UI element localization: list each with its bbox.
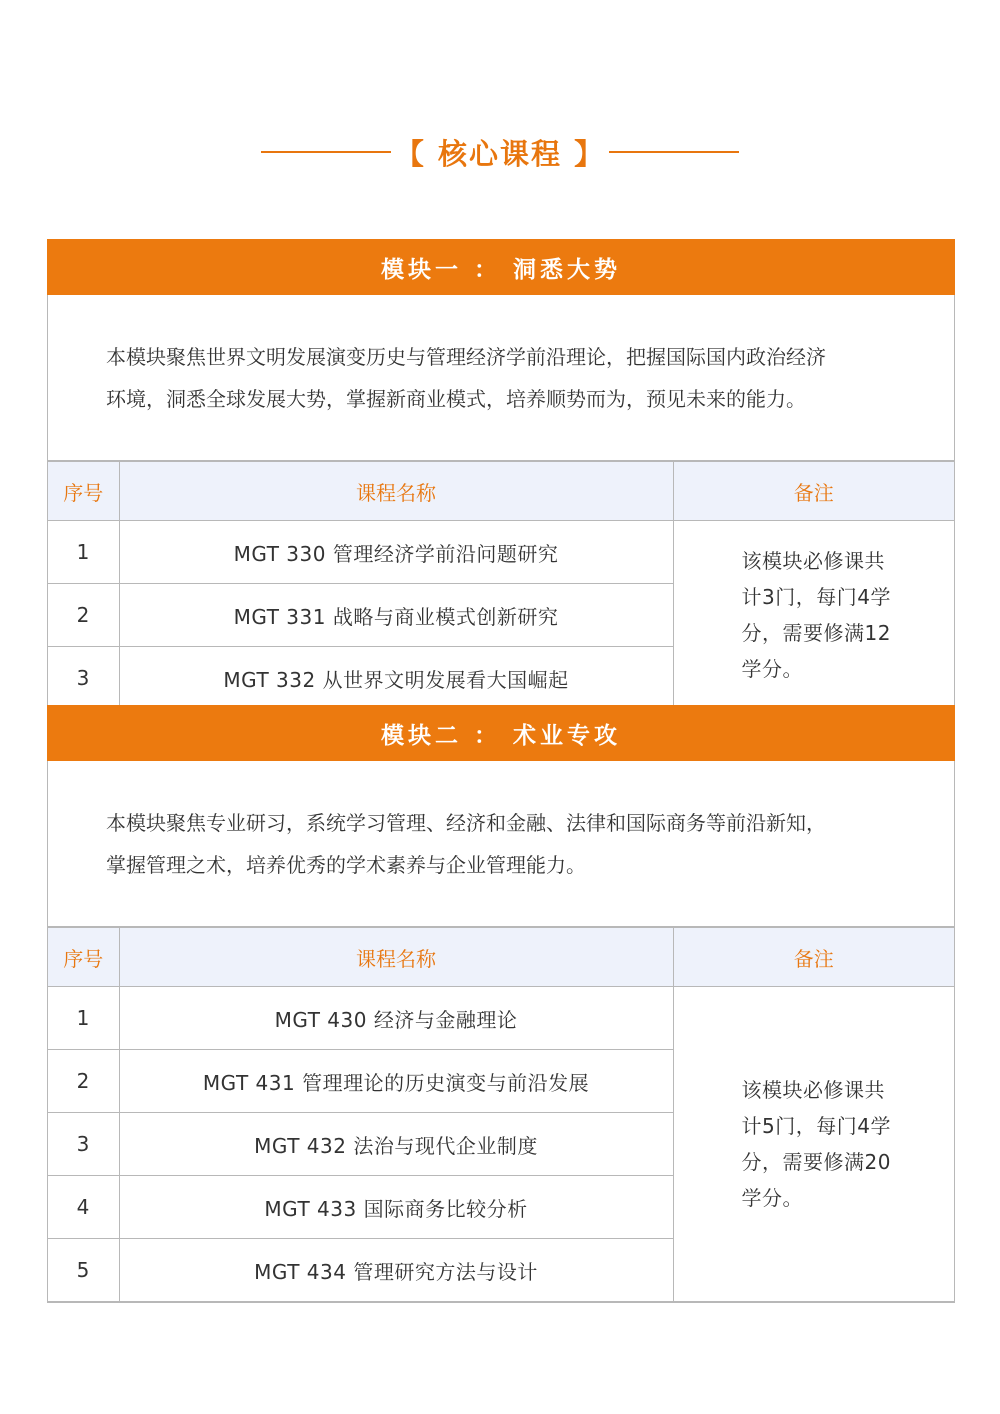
course-name: MGT 434 管理研究方法与设计 (119, 1239, 673, 1302)
course-name: MGT 432 法治与现代企业制度 (119, 1113, 673, 1176)
module-1-description-line-2: 环境，洞悉全球发展大势，掌握新商业模式，培养顺势而为，预见未来的能力。 (106, 386, 806, 411)
module-1-description (48, 295, 954, 461)
module-1-course-table (48, 461, 954, 710)
course-number: 3 (48, 647, 119, 710)
course-number: 4 (48, 1176, 119, 1239)
module-1-note-text: 该模块必修课共计3门，每门4学分，需要修满12学分。 (741, 549, 891, 681)
module-2-description (48, 761, 954, 927)
column-header-remarks: 备注 (673, 928, 954, 987)
course-number: 1 (48, 987, 119, 1050)
title-right-rule (609, 151, 739, 153)
module-2-note-text: 该模块必修课共计5门，每门4学分，需要修满20学分。 (741, 1078, 891, 1210)
module-2-course-table (48, 927, 954, 1302)
module-2-note (673, 987, 954, 1302)
page-title-text: 【 核心课程 】 (394, 136, 606, 171)
course-name: MGT 430 经济与金融理论 (119, 987, 673, 1050)
column-header-course-name: 课程名称 (119, 462, 673, 521)
column-header-number: 序号 (48, 928, 119, 987)
table-header-row (48, 462, 954, 521)
course-name: MGT 331 战略与商业模式创新研究 (119, 584, 673, 647)
column-header-remarks: 备注 (673, 462, 954, 521)
title-left-rule (261, 151, 391, 153)
module-2 (47, 705, 955, 1303)
module-1-heading: 模块一 ： 洞悉大势 (47, 239, 955, 295)
course-number: 2 (48, 1050, 119, 1113)
course-number: 3 (48, 1113, 119, 1176)
column-header-course-name: 课程名称 (119, 928, 673, 987)
course-name: MGT 433 国际商务比较分析 (119, 1176, 673, 1239)
module-1 (47, 239, 955, 710)
course-name: MGT 431 管理理论的历史演变与前沿发展 (119, 1050, 673, 1113)
module-1-note (673, 521, 954, 710)
course-number: 2 (48, 584, 119, 647)
course-number: 5 (48, 1239, 119, 1302)
table-row (48, 987, 954, 1050)
table-row (48, 521, 954, 584)
table-header-row (48, 928, 954, 987)
column-header-number: 序号 (48, 462, 119, 521)
module-2-heading: 模块二 ： 术业专攻 (47, 705, 955, 761)
course-name: MGT 330 管理经济学前沿问题研究 (119, 521, 673, 584)
module-2-description-line-2: 掌握管理之术，培养优秀的学术素养与企业管理能力。 (106, 852, 586, 877)
course-name: MGT 332 从世界文明发展看大国崛起 (119, 647, 673, 710)
module-1-description-line-1: 本模块聚焦世界文明发展演变历史与管理经济学前沿理论，把握国际国内政治经济 (106, 344, 826, 369)
course-number: 1 (48, 521, 119, 584)
module-2-description-line-1: 本模块聚焦专业研习，系统学习管理、经济和金融、法律和国际商务等前沿新知， (106, 810, 826, 835)
page-title (0, 127, 1000, 177)
